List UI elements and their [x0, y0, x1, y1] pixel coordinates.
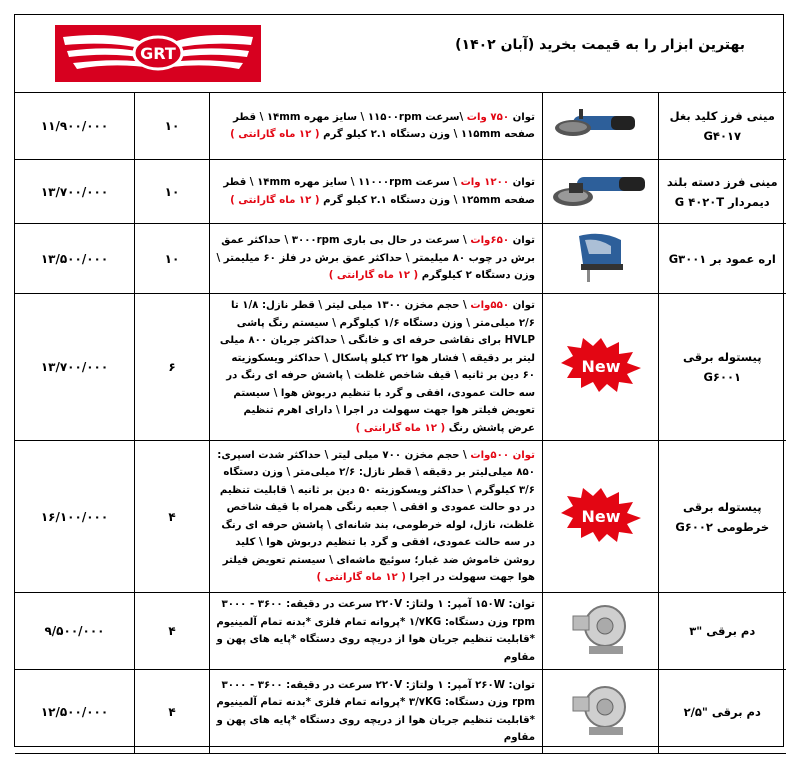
price-table	[15, 92, 786, 754]
warranty-text: ( ۱۲ ماه گارانتی )	[328, 270, 419, 282]
price: ۱۲/۵۰۰/۰۰۰	[15, 670, 135, 754]
spec-text: \سرعت ۱۱۵۰۰rpm \ سایز مهره ۱۴mm \ قطر صفحه ۱۱۵mm \ وزن دستگاه ۲.۱ کیلو گرم	[233, 111, 535, 140]
power-rating: ۱۲۰۰ وات	[460, 177, 510, 188]
product-name: اره عمود بر G۳۰۰۱	[659, 224, 786, 294]
page-title: بهترین ابزار را به قیمت بخرید (آبان ۱۴۰۲)	[455, 37, 745, 53]
product-image	[543, 670, 659, 754]
angle-grinder-icon	[551, 129, 651, 148]
price-sheet	[14, 14, 784, 747]
price: ۱۳/۷۰۰/۰۰۰	[15, 160, 135, 224]
spec-text: توان	[509, 177, 535, 188]
power-rating: ۷۵۰ وات	[466, 111, 510, 123]
power-rating: ۶۵۰وات	[470, 235, 510, 247]
quantity: ۱۰	[135, 224, 210, 294]
spec-text: توان	[509, 235, 535, 247]
logo-text: GRT	[140, 44, 176, 63]
product-image	[543, 593, 659, 670]
table-row	[15, 224, 786, 294]
angle-grinder-long-icon	[549, 196, 653, 215]
header	[15, 15, 783, 93]
grt-logo	[55, 25, 261, 82]
product-name: مینی فرز کلید بغل G۴۰۱۷	[659, 93, 786, 160]
quantity: ۶	[135, 294, 210, 441]
table-row	[15, 160, 786, 224]
table-row	[15, 93, 786, 160]
product-name: مینی فرز دسته بلند دیمردار G ۴۰۲۰T	[659, 160, 786, 224]
warranty-text: ( ۱۲ ماه گارانتی )	[316, 572, 406, 583]
new-badge-text: New	[580, 506, 621, 526]
price: ۹/۵۰۰/۰۰۰	[15, 593, 135, 670]
spec-text: \ سرعت در حال بی باری ۳۰۰۰rpm \ حداکثر عمق برش در چوب ۸۰ میلیمتر \ حداکثر عمق برش در فلز ۶۰ میلیمتر \ وزن دستگاه ۲ کیلوگرم	[216, 235, 535, 282]
product-image	[543, 160, 659, 224]
product-image	[543, 224, 659, 294]
price: ۱۱/۹۰۰/۰۰۰	[15, 93, 135, 160]
product-description	[210, 160, 543, 224]
new-badge-text: New	[580, 357, 621, 376]
blower-icon	[569, 724, 633, 743]
product-image	[543, 441, 659, 593]
quantity: ۴	[135, 441, 210, 593]
product-name: دم برقی "۳	[659, 593, 786, 670]
product-image	[543, 294, 659, 441]
warranty-text: ( ۱۲ ماه گارانتی )	[230, 129, 320, 140]
quantity: ۴	[135, 593, 210, 670]
product-description	[210, 93, 543, 160]
product-description	[210, 670, 543, 754]
blower-icon	[569, 643, 633, 662]
table-row	[15, 441, 786, 593]
table-row	[15, 593, 786, 670]
new-badge-icon	[559, 506, 643, 548]
price: ۱۳/۷۰۰/۰۰۰	[15, 294, 135, 441]
quantity: ۱۰	[135, 160, 210, 224]
spec-text: توان: ۲۶۰W آمپر: ۱ ولتاژ: ۲۲۰V سرعت در دقیقه: ۳۶۰۰ - ۳۰۰۰ rpm وزن دستگاه: ۳/۷KG *پروانه تمام فلزی *بدنه تمام آلمینیوم *قابلیت تنظیم جریان هوا از دریچه روی دستگاه *پایه های پهن و مقاوم	[216, 679, 535, 743]
spec-text: \ سرعت ۱۱۰۰۰rpm \ سایز مهره ۱۴mm \ قطر صفحه ۱۲۵mm \ وزن دستگاه ۲.۱ کیلو گرم	[223, 177, 535, 206]
spec-text: \ حجم مخزن ۱۳۰۰ میلی لیتر \ قطر نازل: ۱/۸ تا ۲/۶ میلی‌متر \ وزن دستگاه ۱/۶ کیلوگرم \ سیستم رنگ پاشی HVLP برای نقاشی حرفه ای و خانگی \ حداکثر جریان ۸۰۰ میلی لیتر بر دقیقه \ فشار هوا ۲۲ کیلو پاسکال \ حداکثر ویسکوزیته ۶۰ دین بر ثانیه \ قیف شاخص غلظت \ پاشش حرفه ای رنگ در سه حالت عمودی، افقی و گرد با تنظیم دربوش هوا \ سیستم تعویض فیلتر هوا جهت سهولت در اجرا \ دارای اهرم تنظیم عرض پاشش رنگ	[219, 300, 535, 434]
power-rating: ۵۵۰وات	[470, 300, 510, 311]
quantity: ۴	[135, 670, 210, 754]
spec-text: توان	[509, 111, 535, 123]
product-name: پیستوله برقی خرطومی G۶۰۰۲	[659, 441, 786, 593]
price: ۱۶/۱۰۰/۰۰۰	[15, 441, 135, 593]
warranty-text: ( ۱۲ ماه گارانتی )	[230, 194, 320, 206]
product-description	[210, 441, 543, 593]
product-name: پیستوله برقی G۶۰۰۱	[659, 294, 786, 441]
product-description	[210, 593, 543, 670]
product-name: دم برقی "۲/۵	[659, 670, 786, 754]
product-description	[210, 224, 543, 294]
quantity: ۱۰	[135, 93, 210, 160]
spec-text: \ حجم مخزن ۷۰۰ میلی لیتر \ حداکثر شدت اسپری: ۸۵۰ میلی‌لیتر بر دقیقه \ قطر نازل: ۲/۶ میلی‌متر \ وزن دستگاه ۳/۶ کیلوگرم \ حداکثر ویسکوزیته ۵۰ دین بر ثانیه \ قابلیت تنظیم در دو حالت عمودی و افقی \ جعبه رنگی همراه با قیف شاخص غلظت، نازل، لوله خرطومی، بند شانه‌ای \ پاشش حرفه ای رنگ در سه حالت عمودی، افقی و گرد با تنظیم دربوش هوا \ کلید روشن خاموش ضد غبار؛ سوئیچ ماشه‌ای \ سیستم تعویض فیلتر هوا جهت سهولت در اجرا	[217, 449, 535, 583]
spec-text: توان: ۱۵۰W آمپر: ۱ ولتاژ: ۲۲۰V سرعت در دقیقه: ۳۶۰۰ - ۳۰۰۰ rpm وزن دستگاه: ۱/۷KG *پروانه تمام فلزی *بدنه تمام آلمینیوم *قابلیت تنظیم جریان هوا از دریچه روی دستگاه *پایه های پهن و مقاوم	[216, 599, 535, 663]
price: ۱۳/۵۰۰/۰۰۰	[15, 224, 135, 294]
jigsaw-icon	[571, 269, 631, 288]
product-image	[543, 93, 659, 160]
power-rating: توان ۵۰۰وات	[470, 449, 535, 461]
warranty-text: ( ۱۲ ماه گارانتی )	[355, 422, 446, 434]
table-row	[15, 294, 786, 441]
new-badge-icon	[559, 357, 643, 398]
spec-text: توان	[509, 300, 535, 311]
table-row	[15, 670, 786, 754]
product-description	[210, 294, 543, 441]
